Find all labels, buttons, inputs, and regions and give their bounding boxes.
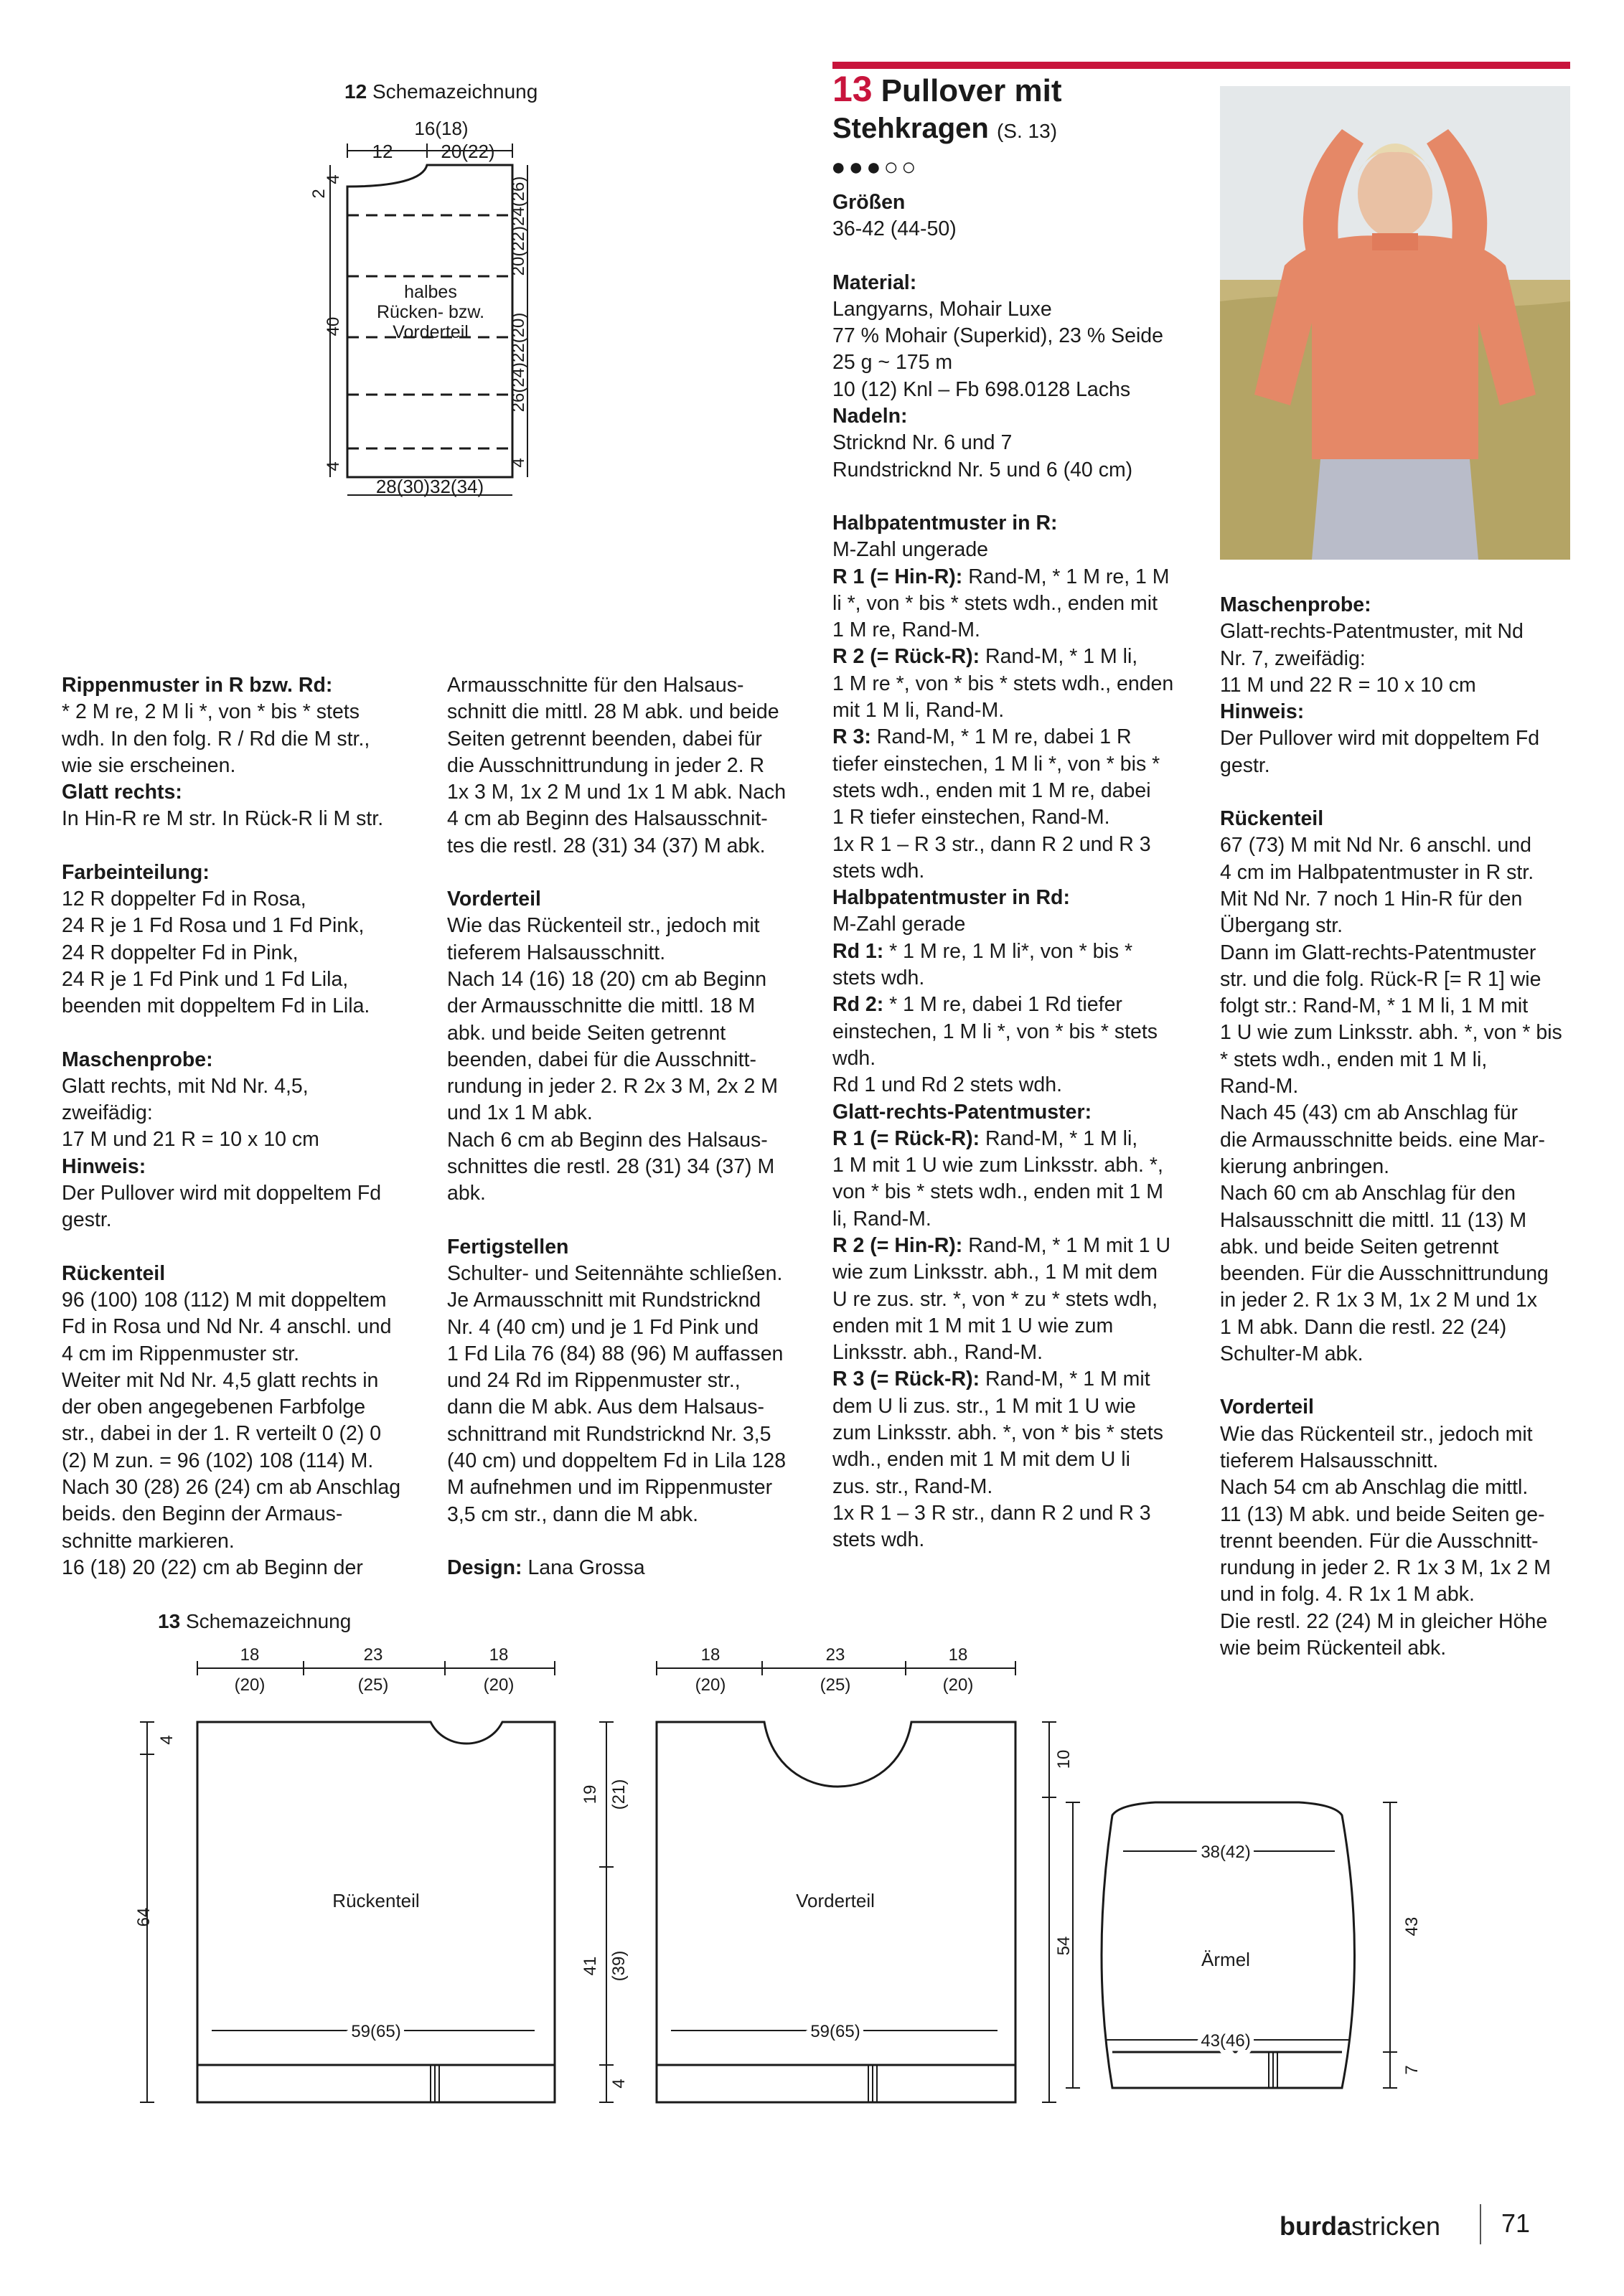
gauge13-heading: Maschenprobe: <box>1220 593 1371 616</box>
back-d1a: 18 <box>240 1645 260 1665</box>
gauge-text: Glatt rechts, mit Nd Nr. 4,5, zweifädig: 17 M und 21 R = 10 x 10 cm <box>62 1074 319 1152</box>
row3: R 3: Rand-M, * 1 M re, dabei 1 R tiefer einstechen, 1 M li *, von * bis * stets wdh., enden mit 1 M re, dabei 1 R tiefer einstechen, Rand-M. 1x R 1 – R 3 str., dann R 2 und R 3 stets wdh. <box>832 725 1160 883</box>
sleeve-top-dim: 38(42) <box>1201 1843 1251 1862</box>
needles-text: Stricknd Nr. 6 und 7 Rundstricknd Nr. 5 und 6 (40 cm) <box>832 431 1133 481</box>
needles-heading: Nadeln: <box>832 405 908 428</box>
front-neck-dim: 10 <box>1054 1749 1074 1769</box>
back-d2b: (25) <box>357 1675 389 1695</box>
sleeve-right-dim: 43 <box>1402 1916 1422 1937</box>
schema12-diagram <box>309 108 545 517</box>
model-photo <box>1220 86 1570 560</box>
front-heading: Vorderteil <box>447 888 541 911</box>
sizes-heading: Größen <box>832 191 906 214</box>
s12-rib-left: 4 <box>324 461 343 471</box>
back-width-dim: 59(65) <box>351 2022 401 2041</box>
front-d3a: 18 <box>948 1645 968 1665</box>
front-rib-dim: 4 <box>609 2079 629 2089</box>
schema13-caption: 13 Schemazeichnung <box>158 1610 352 1632</box>
back-neck-dim: 4 <box>157 1735 177 1745</box>
back-d3b: (20) <box>483 1675 515 1695</box>
halfpatent-rounds-heading: Halbpatentmuster in Rd: <box>832 886 1070 910</box>
patent-row2: R 2 (= Hin-R): Rand-M, * 1 M mit 1 U wie zum Linksstr. abh., 1 M mit dem U re zus. str. *, von * zu * stets wdh, enden mit 1 M mit 1 U wie zum Linksstr. abh., Rand-M. <box>832 1233 1171 1365</box>
front-low-b: (39) <box>609 1950 629 1982</box>
footer-brand: burdastricken <box>1280 2211 1441 2241</box>
s12-center-1: halbes <box>404 282 457 302</box>
round2: Rd 2: * 1 M re, dabei 1 Rd tiefer einstechen, 1 M li *, von * bis * stets wdh. Rd 1 und Rd 2 stets wdh. <box>832 993 1158 1097</box>
column-3 <box>832 189 1206 1554</box>
note-heading: Hinweis: <box>62 1154 146 1178</box>
s12-neck-a: 2 <box>309 189 329 199</box>
stockinette-heading: Glatt rechts: <box>62 781 182 804</box>
s12-armhole: 20(22)24(26) <box>509 176 528 276</box>
back13-text: 67 (73) M mit Nd Nr. 6 anschl. und 4 cm im Halbpatentmuster in R str. Mit Nd Nr. 7 noch 1 Hin-R für den Übergang str. Dann im Glatt-rechts-Patentmuster str. und die folg. Rück-R [= R 1] wie folgt str.: Rand-M, * 1 M li, 1 M mit 1 U wie zum Linksstr. abh. *, von * bis * stets wdh., enden mit 1 M li, Rand-M. Nach 45 (43) cm ab Anschlag für die Armausschnitte beids. eine Mar- kierung anbringen. Nach 60 cm ab Anschlag für den Halsausschnitt die mittl. 11 (13) M abk. und beide Seiten getrennt beenden. Für die Ausschnittrundung in jeder 2. R 1x 3 M, 1x 2 M und 1x 1 M abk. Dann die restl. 22 (24) Schulter-M abk. <box>1220 834 1562 1366</box>
gauge-heading: Maschenprobe: <box>62 1048 213 1071</box>
color-heading: Farbeinteilung: <box>62 860 210 884</box>
s12-neck: 20(22) <box>441 141 495 162</box>
stockinette-text: In Hin-R re M str. In Rück-R li M str. <box>62 807 384 831</box>
back-height-dim: 64 <box>134 1907 154 1927</box>
patent-row3: R 3 (= Rück-R): Rand-M, * 1 M mit dem U li zus. str., 1 M mit 1 U wie zum Linksstr. abh. *, von * bis * stets wdh., enden mit 1 M mit dem U li zus. str., Rand-M. 1x R 1 – 3 R str., dann R 2 und R 3 stets wdh. <box>832 1368 1163 1552</box>
pattern-title: 13 Pullover mit <box>832 69 1062 109</box>
gauge13-text: Glatt-rechts-Patentmuster, mit Nd Nr. 7, zweifädig: 11 M und 22 R = 10 x 10 cm <box>1220 620 1524 697</box>
sleeve-height-dim: 54 <box>1054 1936 1074 1956</box>
finishing-heading: Fertigstellen <box>447 1235 569 1258</box>
color-text: 12 R doppelter Fd in Rosa, 24 R je 1 Fd Rosa und 1 Fd Pink, 24 R doppelter Fd in Pink, 24 R je 1 Fd Pink und 1 Fd Lila, beenden mit doppeltem Fd in Lila. <box>62 888 370 1018</box>
front-arm-b: (21) <box>609 1779 629 1810</box>
s12-width: 28(30)32(34) <box>375 476 484 497</box>
column-4 <box>1220 592 1579 1662</box>
s12-rib-right: 4 <box>509 458 528 468</box>
back-d2a: 23 <box>363 1645 383 1665</box>
back-label: Rückenteil <box>332 1890 420 1911</box>
front13-text: Wie das Rückenteil str., jedoch mit tieferem Halsausschnitt. Nach 54 cm ab Anschlag die mittl. 11 (13) M abk. und beide Seiten ge- trennt beenden. Für die Ausschnitt- rundung in jeder 2. R 1x 3 M, 1x 2 M und in folg. 4. R 1x 1 M abk. Die restl. 22 (24) M in gleicher Höhe wie beim Rückenteil abk. <box>1220 1422 1551 1660</box>
sizes-text: 36-42 (44-50) <box>832 217 957 241</box>
front13-heading: Vorderteil <box>1220 1396 1314 1419</box>
header-rule <box>832 62 1570 69</box>
pattern-subtitle: Stehkragen (S. 13) <box>832 113 1058 144</box>
back-continued-text: Armausschnitte für den Halsaus- schnitt die mittl. 28 M abk. und beide Seiten getrennt beenden, dabei für die Ausschnittrundung in jeder 2. R 1x 3 M, 1x 2 M und 1x 1 M abk. Nach 4 cm ab Beginn des Halsausschnit- tes die restl. 28 (31) 34 (37) M abk. <box>447 674 787 857</box>
note13-heading: Hinweis: <box>1220 700 1305 724</box>
rib-pattern-text: * 2 M re, 2 M li *, von * bis * stets wdh. In den folg. R / Rd die M str., wie sie erscheinen. <box>62 700 370 777</box>
column-2 <box>447 672 806 1581</box>
difficulty-rating: ●●●○○ <box>831 154 919 181</box>
front-label: Vorderteil <box>796 1890 875 1911</box>
halfpatent-rounds-count: M-Zahl gerade <box>832 913 966 936</box>
sleeve-label: Ärmel <box>1201 1949 1250 1970</box>
page-number: 71 <box>1501 2208 1531 2238</box>
front-d1a: 18 <box>700 1645 721 1665</box>
front-text: Wie das Rückenteil str., jedoch mit tieferem Halsausschnitt. Nach 14 (16) 18 (20) cm ab Beginn der Armausschnitte die mittl. 18 M abk. und beide Seiten getrennt beenden, dabei für die Ausschnitt- rundung in jeder 2. R 2x 3 M, 2x 2 M und 1x 1 M abk. Nach 6 cm ab Beginn des Halsaus- schnittes die restl. 28 (31) 34 (37) M abk. <box>447 914 778 1205</box>
back-heading: Rückenteil <box>62 1261 166 1285</box>
s12-center-3: Vorderteil <box>393 322 469 342</box>
halfpatent-rows-count: M-Zahl ungerade <box>832 538 989 562</box>
sleeve-cuff-dim: 7 <box>1402 2065 1422 2075</box>
note13-text: Der Pullover wird mit doppeltem Fd gestr. <box>1220 727 1540 777</box>
note-text: Der Pullover wird mit doppeltem Fd gestr. <box>62 1182 382 1232</box>
footer-divider <box>1480 2204 1481 2244</box>
front-width-dim: 59(65) <box>810 2022 860 2041</box>
s12-shoulder: 12 <box>372 141 393 162</box>
s12-neck-b: 4 <box>324 174 343 184</box>
rib-pattern-heading: Rippenmuster in R bzw. Rd: <box>62 674 333 697</box>
row1: R 1 (= Hin-R): Rand-M, * 1 M re, 1 M li *, von * bis * stets wdh., enden mit 1 M re, Rand-M. <box>832 565 1170 642</box>
front-d3b: (20) <box>942 1675 974 1695</box>
back13-heading: Rückenteil <box>1220 807 1324 831</box>
s12-lower: 26(24)22(20) <box>509 312 528 413</box>
column-1 <box>62 672 421 1581</box>
front-d1b: (20) <box>695 1675 726 1695</box>
front-d2a: 23 <box>825 1645 845 1665</box>
sleeve-bottom-dim: 43(46) <box>1201 2031 1251 2051</box>
s12-side-total: 40 <box>324 316 343 337</box>
back-d1b: (20) <box>234 1675 266 1695</box>
material-heading: Material: <box>832 270 917 294</box>
back-text: 96 (100) 108 (112) M mit doppeltem Fd in Rosa und Nd Nr. 4 anschl. und 4 cm im Rippenmuster str. Weiter mit Nd Nr. 4,5 glatt rechts in der oben angegebenen Farbfolge str., dabei in der 1. R verteilt 0 (2) 0 (2) M zun. = 96 (102) 108 (114) M. Nach 30 (28) 26 (24) cm ab Anschlag beids. den Beginn der Armaus- schnitte markieren. 16 (18) 20 (22) cm ab Beginn der <box>62 1288 401 1579</box>
patent-row1: R 1 (= Rück-R): Rand-M, * 1 M li, 1 M mit 1 U wie zum Linksstr. abh. *, von * bis * stets wdh., enden mit 1 M li, Rand-M. <box>832 1126 1163 1231</box>
material-text: Langyarns, Mohair Luxe 77 % Mohair (Superkid), 23 % Seide 25 g ~ 175 m 10 (12) Knl – Fb 698.0128 Lachs <box>832 297 1163 401</box>
finishing-text: Schulter- und Seitennähte schließen. Je Armausschnitt mit Rundstricknd Nr. 4 (40 cm) und je 1 Fd Pink und 1 Fd Lila 76 (84) 88 (96) M auffassen und 24 Rd im Rippenmuster str., dann die M abk. Aus dem Halsaus- schnittrand mit Rundstricknd Nr. 3,5 (40 cm) und doppeltem Fd in Lila 128 M aufnehmen und im Rippenmuster 3,5 cm str., dann die M abk. <box>447 1261 787 1526</box>
s12-center-2: Rücken- bzw. <box>376 302 485 322</box>
design-credit: Design: Lana Grossa <box>447 1556 645 1579</box>
round1: Rd 1: * 1 M re, 1 M li*, von * bis * stets wdh. <box>832 939 1133 990</box>
back-d3a: 18 <box>489 1645 509 1665</box>
schema13-diagram <box>0 1636 1624 2152</box>
front-arm-a: 19 <box>581 1784 600 1805</box>
front-low-a: 41 <box>581 1956 600 1976</box>
front-d2b: (25) <box>820 1675 851 1695</box>
schema12-caption: 12 Schemazeichnung <box>344 80 538 103</box>
s12-top-total: 16(18) <box>414 118 469 139</box>
row2: R 2 (= Rück-R): Rand-M, * 1 M li, 1 M re *, von * bis * stets wdh., enden mit 1 M li, Rand-M. <box>832 645 1174 723</box>
halfpatent-rows-heading: Halbpatentmuster in R: <box>832 511 1058 535</box>
patent-heading: Glatt-rechts-Patentmuster: <box>832 1100 1092 1124</box>
